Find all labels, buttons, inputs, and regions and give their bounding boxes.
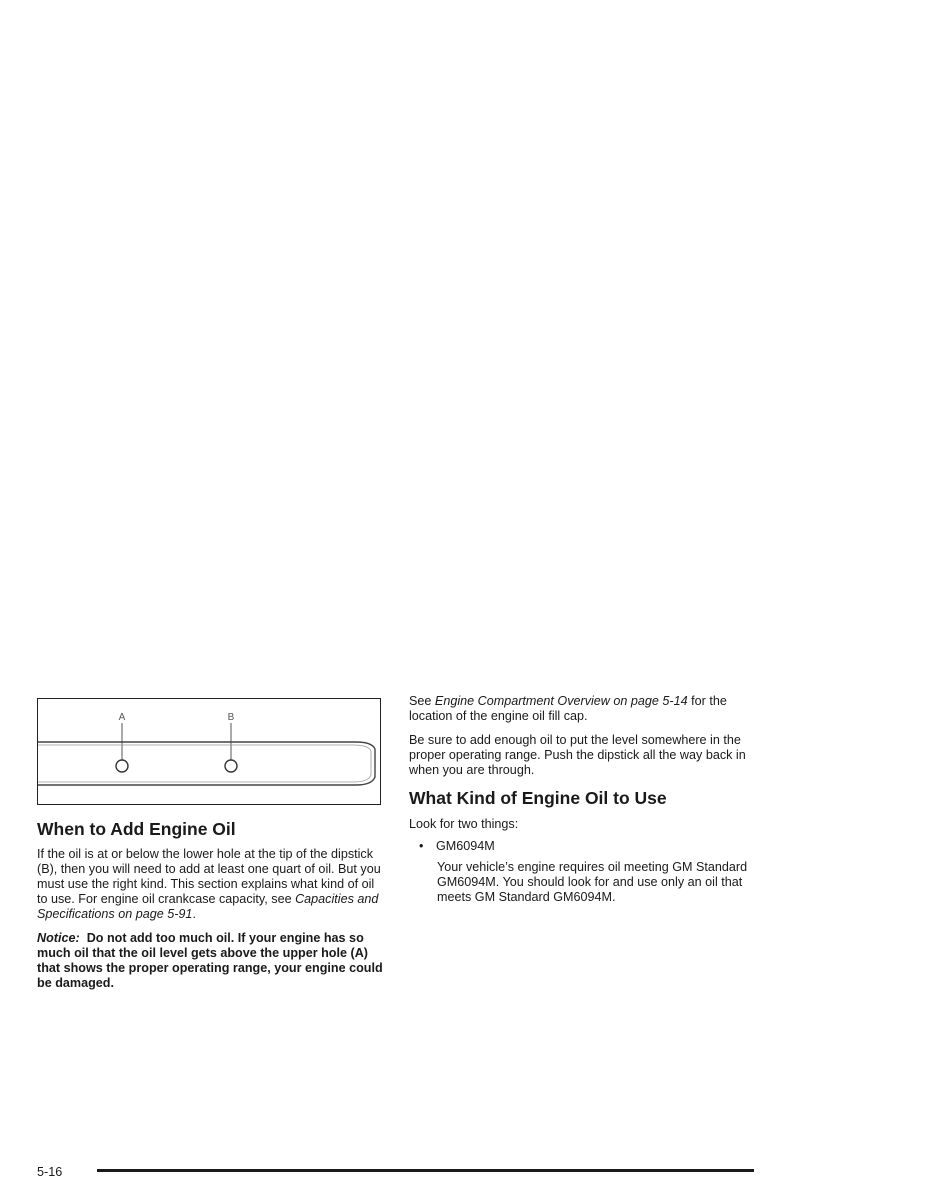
label-a: A <box>118 712 126 723</box>
when-to-add-text: If the oil is at or below the lower hole at the tip of the dipstick (B), then you will need to add at least one quart of oil. But you must use the right kind. This section explains what kind of oil to use. For engine oil crankcase capacity, see <box>37 847 381 906</box>
engine-compartment-reference: Engine Compartment Overview on page 5-14 <box>434 694 688 708</box>
section-heading-oil-kind: What Kind of Engine Oil to Use <box>409 788 667 808</box>
dipstick-outline <box>38 742 375 785</box>
dipstick-drawing <box>38 699 379 803</box>
bullet-item-gm6094m <box>409 839 759 854</box>
see-suffix: for the location of the engine oil fill cap. <box>409 694 727 723</box>
capacities-reference: Capacities and Specifications on page 5-91 <box>37 892 379 921</box>
notice-paragraph <box>37 931 383 991</box>
upper-hole-a <box>116 760 128 772</box>
see-prefix: See <box>409 694 435 708</box>
bullet-label: GM6094M <box>436 839 495 853</box>
when-to-add-end: . <box>192 907 196 921</box>
section-heading-when-to-add: When to Add Engine Oil <box>37 819 236 839</box>
add-enough-oil-paragraph: Be sure to add enough oil to put the level somewhere in the proper operating range. Push the dipstick all the way back in when you are through. <box>409 733 746 777</box>
bullet-icon: • <box>419 839 424 853</box>
notice-text: Do not add too much oil. If your engine has so much oil that the oil level gets above the upper hole (A) that shows the proper operating range, your engine could be damaged. <box>37 931 383 990</box>
gm6094m-description: Your vehicle’s engine requires oil meeting GM Standard GM6094M. You should look for and use only an oil that meets GM Standard GM6094M. <box>437 860 748 904</box>
right-column <box>409 694 759 914</box>
label-b: B <box>227 712 235 723</box>
lower-hole-b <box>225 760 237 772</box>
look-for-intro: Look for two things: <box>409 817 519 831</box>
see-overview-paragraph <box>409 694 759 724</box>
page-number: 5-16 <box>37 1165 63 1179</box>
dipstick-illustration <box>37 698 381 805</box>
when-to-add-paragraph <box>37 847 383 922</box>
left-column <box>37 698 383 1000</box>
notice-label: Notice: <box>37 931 80 945</box>
footer-rule <box>97 1169 754 1172</box>
dipstick-inner-outline <box>38 745 371 782</box>
